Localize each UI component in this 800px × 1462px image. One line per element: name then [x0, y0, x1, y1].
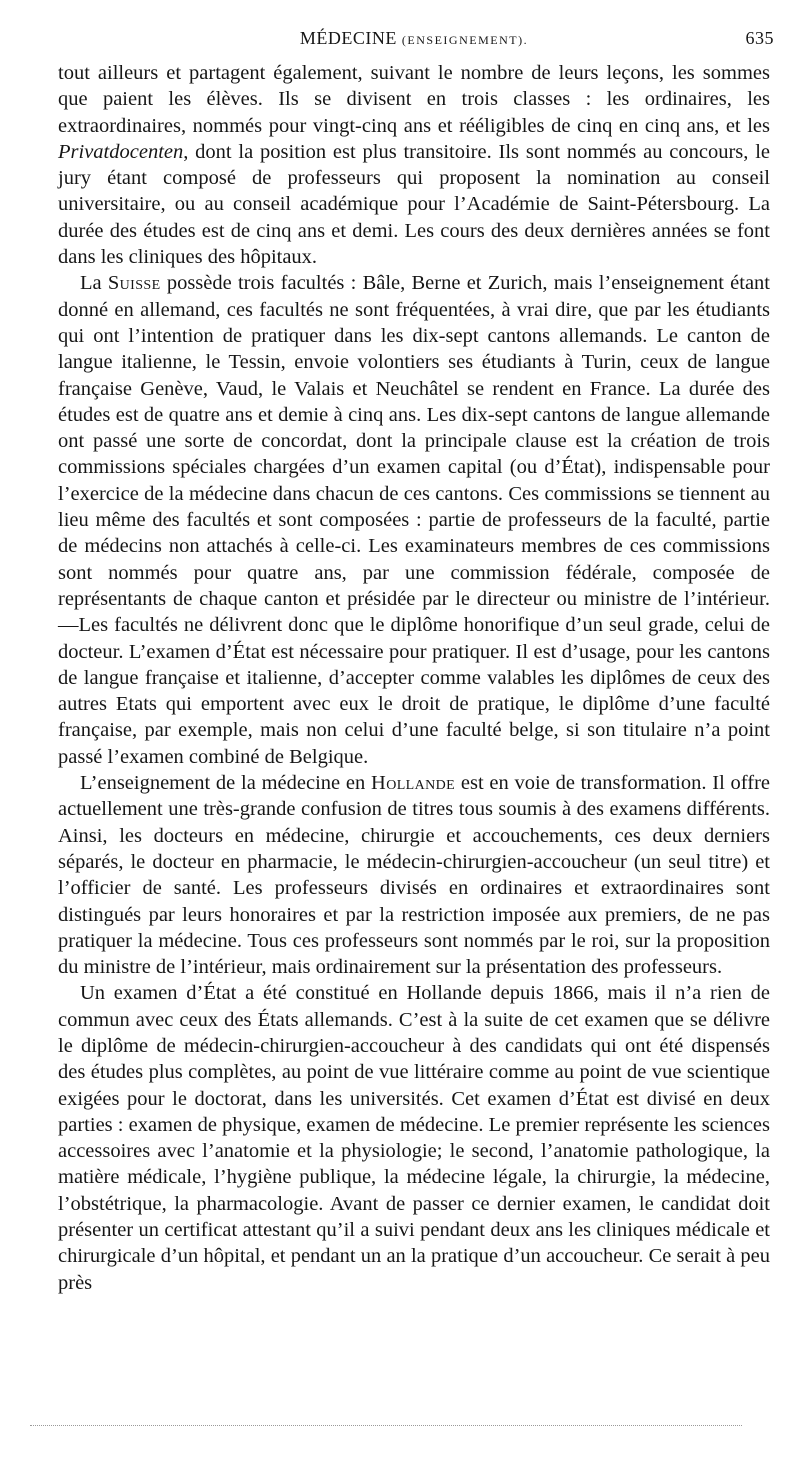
country-name: Suisse [107, 272, 161, 295]
text-run: est en voie de transformation. Il offre actuellement une très-grande confusion de titres tous soumis à des examens différents. Ainsi, les docteurs en médecine, chirurgie et accouchements, ces deux derniers séparés, le docteur en pharmacie, le médecin-chirurgien-accoucheur (un seul titre) et l’officier de santé. Les professeurs divisés en ordinaires et extraordinaires sont distingués par leurs honoraires et par la restriction imposée aux premiers, de ne pas pratiquer la médecine. Tous ces professeurs sont nommés par le roi, sur la proposition du ministre de l’intérieur, mais ordinairement sur la présentation des professeurs. [58, 772, 770, 979]
text-run: L’enseignement de la médecine en [80, 772, 372, 795]
text-run: possède trois facultés : Bâle, Berne et Zurich, mais l’enseignement étant donné en allemand, ces facultés ne sont fréquentées, à vrai dire, que par les étudiants qui ont l’intention de pratiquer dans les dix-sept cantons allemands. Le canton de langue italienne, le Tessin, envoie volontiers ses étudiants à Turin, ceux de langue française Genève, Vaud, le Valais et Neuchâtel se rendent en France. La durée des études est de quatre ans et demie à cinq ans. Les dix-sept cantons de langue allemande ont passé une sorte de concordat, dont la principale clause est la création de trois commissions spéciales chargées d’un examen capital (ou d’État), indispensable pour l’exercice de la médecine dans chacun de ces cantons. Ces commissions se tiennent au lieu même des facultés et sont composées : partie de professeurs de la faculté, partie de médecins non attachés à celle-ci. Les examinateurs membres de ces commissions sont nommés pour quatre ans, par une commission fédérale, composée de représentants de chaque canton et présidée par le directeur ou ministre de l’intérieur. —Les facultés ne délivrent donc que le diplôme honorifique d’un seul grade, celui de docteur. L’examen d’État est nécessaire pour pratiquer. Il est d’usage, pour les cantons de langue française et italienne, d’accepter comme valables les diplômes de ceux des autres Etats qui emportent avec eux le droit de pratique, le diplôme d’une faculté française, par exemple, mais non celui d’une faculté belge, si son titulaire n’a point passé l’examen combiné de Belgique. [58, 272, 771, 768]
page-number: 635 [745, 28, 774, 48]
paragraph [58, 770, 770, 980]
footer-dotted-rule [30, 1425, 742, 1426]
text-run: tout ailleurs et partagent également, suivant le nombre de leurs leçons, les sommes que paient les élèves. Ils se divisent en trois classes : les ordinaires, les extraordinaires, nommés pour vingt-cinq ans et rééligibles de cinq en cinq ans, et les [58, 62, 770, 137]
text-run: , dont la position est plus transitoire. Ils sont nommés au concours, le jury étant composé de professeurs qui proposent la nomination au conseil universitaire, ou au conseil académique pour l’Académie de Saint-Pétersbourg. La durée des études est de cinq ans et demi. Les cours des deux dernières années se font dans les cliniques des hôpitaux. [58, 140, 770, 269]
paragraph [58, 60, 770, 270]
text-run: Un examen d’État a été constitué en Hollande depuis 1866, mais il n’a rien de commun avec ceux des États allemands. C’est à la suite de cet examen que se délivre le diplôme de médecin-chirurgien-accoucheur à des candidats qui ont été dispensés des études plus complètes, au point de vue littéraire comme au point de vue scientique exigées pour le doctorat, dans les universités. Cet examen d’État est divisé en deux parties : examen de physique, examen de médecine. Le premier représente les sciences accessoires avec l’anatomie et la physiologie; le second, l’anatomie pathologique, la matière médicale, l’hygiène publique, la médecine légale, la chirurgie, la médecine, l’obstétrique, la pharmacologie. Avant de passer ce dernier examen, le candidat doit présenter un certificat attestant qu’il a suivi pendant deux ans les cliniques médicale et chirurgicale d’un hôpital, et pendant un an la pratique d’un accoucheur. Ce serait à peu près [58, 982, 770, 1294]
country-name: Hollande [371, 772, 456, 795]
running-title [58, 28, 770, 49]
paragraph [58, 980, 770, 1296]
header-subtitle: (ENSEIGNEMENT). [401, 33, 529, 47]
header-title: MÉDECINE [299, 28, 397, 48]
running-header [58, 24, 774, 60]
italic-term: Privatdocenten [58, 140, 184, 163]
text-run: La [80, 272, 108, 295]
body-text [58, 60, 770, 1296]
paragraph [58, 270, 770, 770]
book-page [58, 24, 774, 1296]
